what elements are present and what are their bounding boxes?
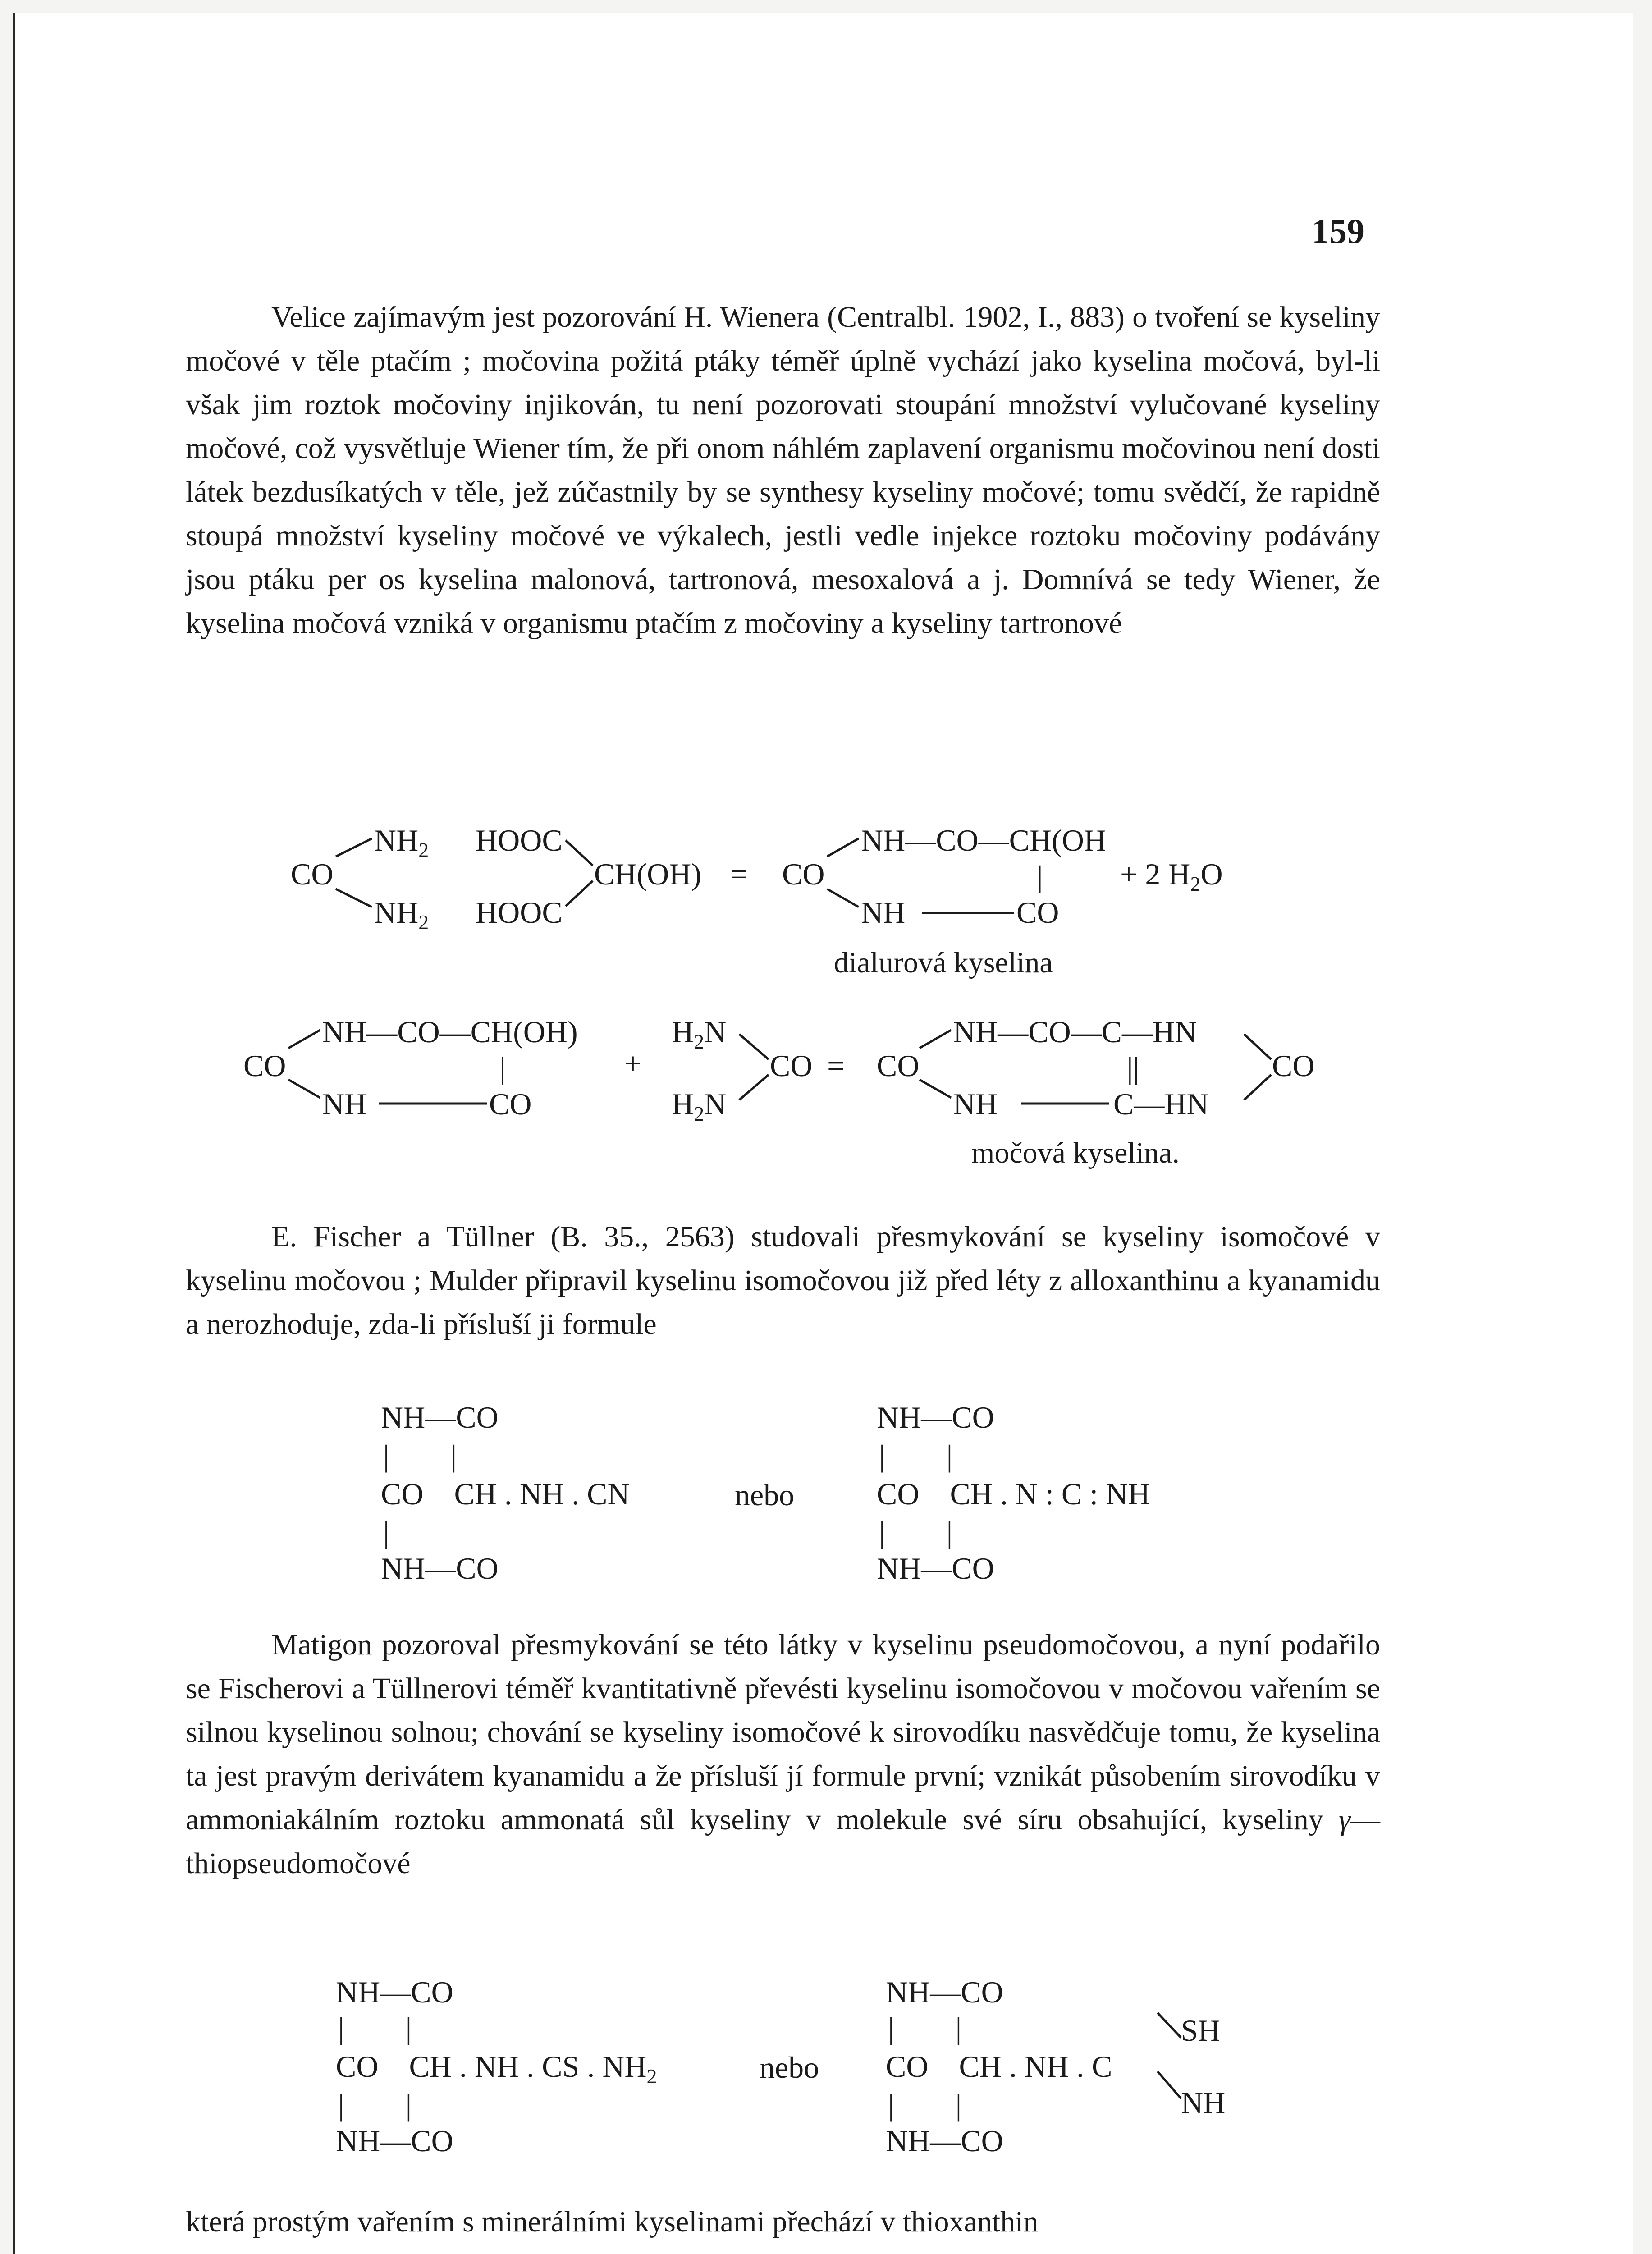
formula-b-bars2: | | — [879, 1515, 953, 1549]
eq1-nh2-top — [374, 825, 429, 861]
eq2-h2n-top-n: N — [704, 1015, 727, 1049]
formula-d-nh: NH — [1181, 2085, 1226, 2120]
page-number: 159 — [1312, 211, 1364, 251]
eq2-nh: NH — [322, 1087, 367, 1121]
formula-a-mid: CO CH . NH . CN — [381, 1477, 630, 1511]
formula-d-mid: CO CH . NH . C — [886, 2049, 1112, 2084]
formula-a-bars1: | | — [383, 1439, 457, 1473]
eq1-nh: NH — [861, 895, 906, 930]
eq1-nh2-top-text: NH — [374, 823, 419, 857]
eq2-h2n-bottom-n: N — [704, 1087, 727, 1121]
eq1-nh2-bottom — [374, 897, 429, 933]
eq1-equals: = — [730, 857, 748, 891]
eq2-double-bond: || — [1127, 1051, 1139, 1085]
eq2-nh-co-c-hn: NH—CO—C—HN — [953, 1015, 1197, 1049]
formula-c-mid-text: CO CH . NH . CS . NH — [336, 2049, 647, 2084]
formula-b-bottom: NH—CO — [877, 1551, 994, 1585]
eq2-equals: = — [827, 1049, 845, 1083]
eq1-hooc-bottom: HOOC — [476, 895, 563, 930]
paragraph-fischer — [186, 1215, 1380, 1346]
eq2-caption: močová kyselina. — [971, 1136, 1180, 1169]
formula-c-bars1: | | — [338, 2011, 412, 2045]
eq1-co2: CO — [782, 857, 825, 891]
eq2-co2: CO — [877, 1049, 920, 1083]
eq1-caption: dialurová kyselina — [834, 946, 1053, 979]
formula-d-sh: SH — [1181, 2013, 1220, 2048]
formula-a-bars2: | — [383, 1515, 389, 1549]
eq1-nh2-bottom-sub: 2 — [418, 911, 429, 934]
eq2-h2n-top-sub: 2 — [694, 1030, 705, 1053]
eq1-plus-h: + 2 H — [1120, 857, 1190, 891]
paragraph-fischer-text: E. Fischer a Tüllner (B. 35., 2563) studovali přesmykování se kyseliny isomočové v kyselinu močovou ; Mulder připravil kyselinu isomočovou již před léty z alloxanthinu a kyanamidu a nerozhoduje, zda-li přísluší ji formule — [186, 1220, 1380, 1341]
eq1-nh-co-choh: NH—CO—CH(OH — [861, 823, 1106, 857]
eq1-nh2-bottom-text: NH — [374, 895, 419, 930]
eq1-bar: | — [1037, 859, 1043, 893]
formula-b-top: NH—CO — [877, 1400, 994, 1434]
paragraph-thioxanthin — [186, 2200, 1380, 2244]
eq1-co: CO — [291, 857, 334, 891]
formula-c-mid — [336, 2051, 657, 2087]
eq2-h2n-bottom-h: H — [672, 1087, 694, 1121]
formula-c-mid-sub: 2 — [646, 2065, 657, 2088]
eq2-co-mid: CO — [770, 1049, 813, 1083]
formula-d-top: NH—CO — [886, 1975, 1003, 2009]
eq1-co-end: CO — [1016, 895, 1059, 930]
eq2-h2n-bottom — [672, 1089, 726, 1124]
formula-a-bottom: NH—CO — [381, 1551, 499, 1585]
eq2-co-end: CO — [489, 1087, 532, 1121]
paragraph-wiener-text: Velice zajímavým jest pozorování H. Wienera (Centralbl. 1902, I., 883) o tvoření se kyseliny močové v těle ptačím ; močovina požitá ptáky téměř úplně vychází jako kyselina močová, byl-li však jim roztok močoviny injikován, tu není pozorovati stoupání množství vylučované kyseliny močové, což vysvětluje Wiener tím, že při onom náhlém zaplavení organismu močovinou není dosti látek bezdusíkatých v těle, jež zúčastnily by se synthesy kyseliny močové; tomu svědčí, že rapidně stoupá množství kyseliny močové ve výkalech, jestli vedle injekce roztoku močoviny podávány jsou ptáku per os kyselina malonová, tartronová, mesoxalová a j. Domnívá se tedy Wiener, že kyselina močová vzniká v organismu ptačím z močoviny a kyseliny tartronové — [186, 301, 1380, 640]
formula-d-bottom: NH—CO — [886, 2124, 1003, 2158]
eq1-plus-water — [1120, 859, 1223, 894]
eq1-choh: CH(OH) — [594, 857, 701, 891]
eq2-c-hn: C—HN — [1113, 1087, 1209, 1121]
gamma-symbol: γ — [1339, 1803, 1351, 1836]
eq1-nh2-top-sub: 2 — [418, 838, 429, 861]
formula-b-bars1: | | — [879, 1439, 953, 1473]
paragraph-wiener — [186, 295, 1380, 645]
eq2-co-right: CO — [1272, 1049, 1315, 1083]
formula-c-bottom: NH—CO — [336, 2124, 453, 2158]
formula-c-top: NH—CO — [336, 1975, 453, 2009]
eq2-h2n-top — [672, 1017, 726, 1052]
eq1-h2o-sub: 2 — [1190, 872, 1201, 895]
paragraph-thioxanthin-text: která prostým vařením s minerálními kyselinami přechází v thioxanthin — [186, 2205, 1039, 2238]
eq2-nh-co-choh: NH—CO—CH(OH) — [322, 1015, 578, 1049]
paragraph-matigon-end: —thiopseudomočové — [186, 1803, 1381, 1880]
eq2-h2n-bottom-sub: 2 — [694, 1102, 705, 1125]
paragraph-matigon-text — [186, 1623, 1380, 1885]
eq2-nh2: NH — [953, 1087, 998, 1121]
eq1-h2o-o: O — [1200, 857, 1223, 891]
eq1-hooc-top: HOOC — [476, 823, 563, 857]
formula-a-top: NH—CO — [381, 1400, 499, 1434]
formula-nebo-2: nebo — [760, 2050, 819, 2084]
paragraph-matigon — [186, 1623, 1380, 1885]
formula-nebo: nebo — [735, 1478, 795, 1512]
formula-d-bars2: | | — [888, 2088, 962, 2122]
eq2-bar: | — [499, 1051, 506, 1085]
formula-d-bars1: | | — [888, 2011, 962, 2045]
paragraph-matigon-main: Matigon pozoroval přesmykování se této látky v kyselinu pseudomočovou, a nyní podařilo se Fischerovi a Tüllnerovi téměř kvantitativně převésti kyselinu isomočovou v močovou vařením se silnou kyselinou solnou; chování se kyseliny isomočové k sirovodíku nasvědčuje tomu, že kyselina ta jest pravým derivátem kyanamidu a že přísluší jí formule první; vznikát působením sirovodíku v ammoniakálním roztoku ammonatá sůl kyseliny v molekule své síru obsahující, kyseliny — [186, 1628, 1380, 1836]
eq2-co: CO — [243, 1049, 286, 1083]
formula-c-bars2: | | — [338, 2088, 412, 2122]
formula-b-mid: CO CH . N : C : NH — [877, 1477, 1150, 1511]
eq2-h2n-top-h: H — [672, 1015, 694, 1049]
eq2-plus: + — [624, 1046, 642, 1081]
